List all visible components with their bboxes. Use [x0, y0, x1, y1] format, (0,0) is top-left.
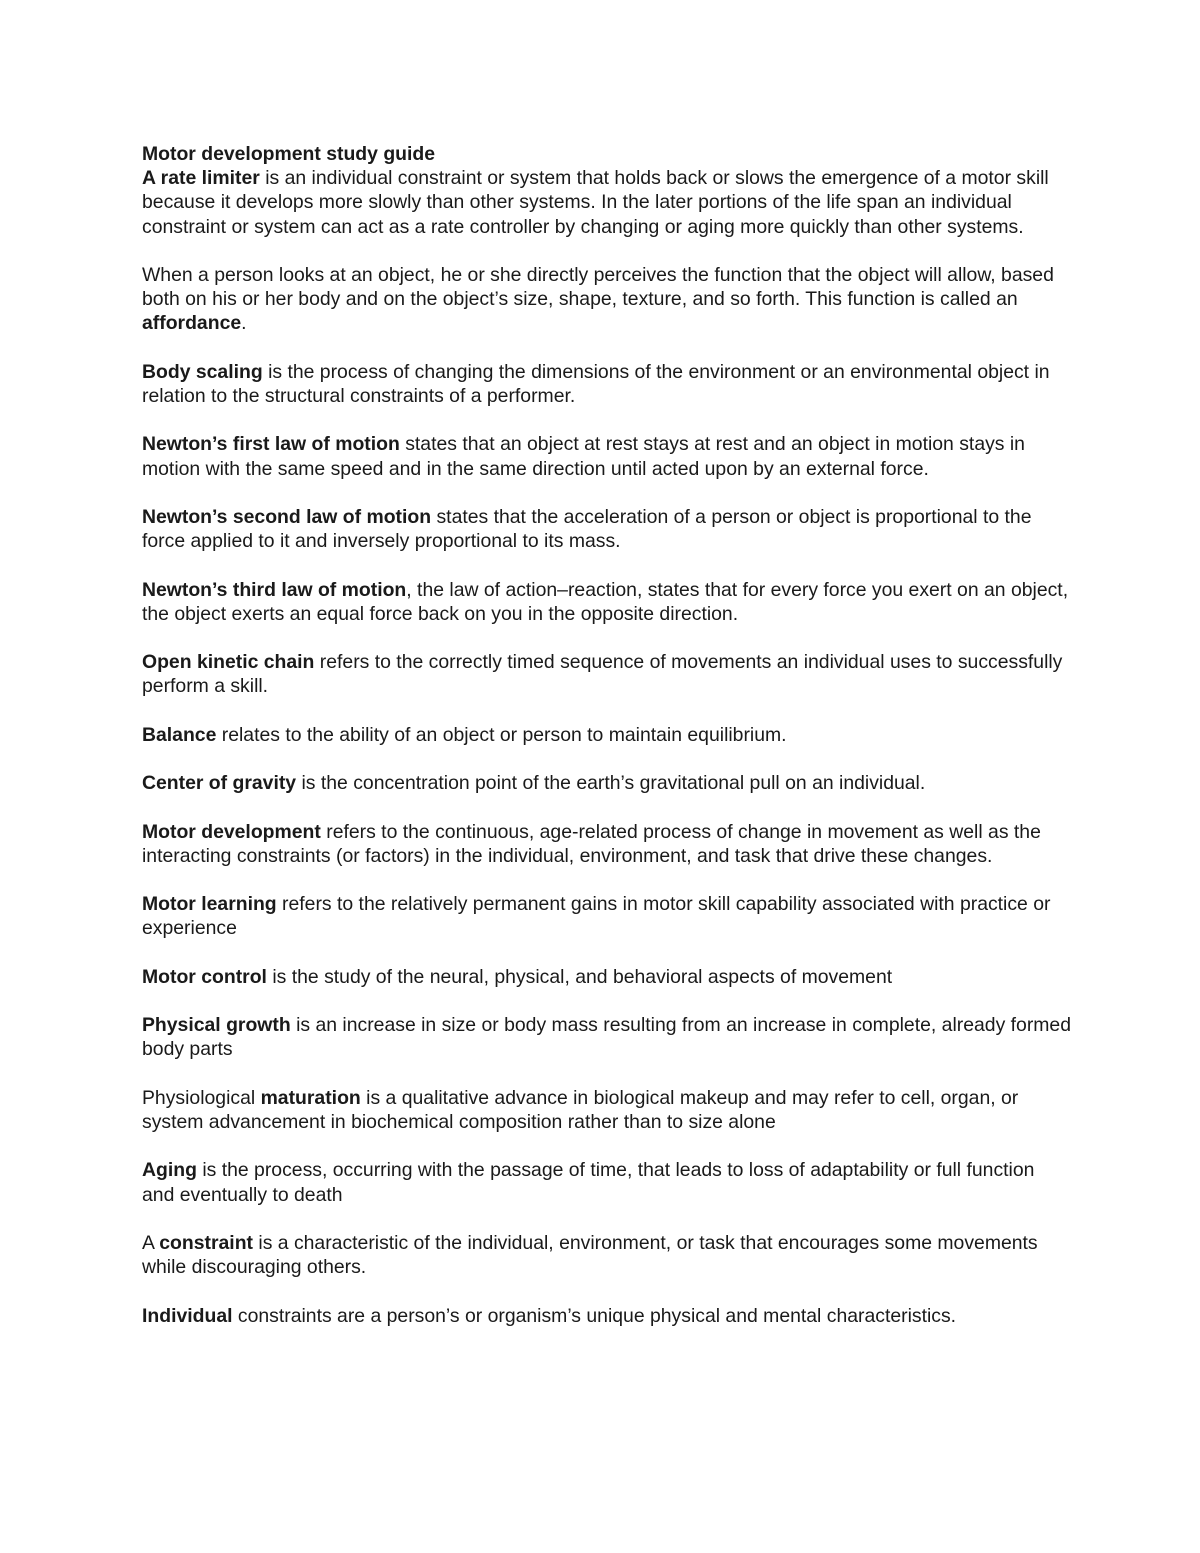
definition-motor-learning	[142, 892, 1072, 940]
definition-motor-development	[142, 820, 1072, 868]
definition-term: Body scaling	[142, 360, 263, 383]
definition-text: is the study of the neural, physical, and behavioral aspects of movement	[266, 965, 893, 988]
definition-term: Motor control	[142, 965, 267, 988]
definition-constraint	[142, 1231, 1072, 1279]
definition-term: Physical growth	[142, 1014, 291, 1037]
definition-term: Motor development	[142, 820, 321, 843]
definition-center-of-gravity	[142, 771, 1072, 795]
definition-pre: A	[142, 1231, 160, 1254]
definition-motor-control	[142, 965, 1072, 989]
definition-text: is a qualitative advance in biological makeup and may refer to cell, organ, or system advancement in biochemical composition rather than to size alone	[142, 1086, 1019, 1133]
document-page	[142, 142, 1072, 1352]
definition-text: , the law of action–reaction, states that for every force you exert on an object, the object exerts an equal force back on you in the opposite direction.	[142, 578, 1069, 625]
document-title: Motor development study guide	[142, 143, 436, 165]
definition-balance	[142, 723, 1072, 747]
definition-affordance	[142, 263, 1072, 336]
definition-pre: Physiological	[142, 1086, 261, 1109]
definition-body-scaling	[142, 360, 1072, 408]
definition-text: refers to the relatively permanent gains in motor skill capability associated with practice or experience	[142, 893, 1051, 940]
definition-text: is the process, occurring with the passage of time, that leads to loss of adaptability or full function and eventually to death	[142, 1159, 1035, 1206]
definition-newton-third-law	[142, 578, 1072, 626]
definition-term: maturation	[260, 1086, 361, 1109]
definition-text: refers to the continuous, age-related process of change in movement as well as the interacting constraints (or factors) in the individual, environment, and task that drive these changes.	[142, 820, 1041, 867]
definition-term: Newton’s second law of motion	[142, 505, 432, 528]
definition-text: .	[241, 312, 247, 335]
definition-aging	[142, 1158, 1072, 1206]
definition-rate-limiter	[142, 166, 1072, 239]
definition-term: Newton’s third law of motion	[142, 578, 407, 601]
definition-text: states that an object at rest stays at rest and an object in motion stays in motion with the same speed and in the same direction until acted upon by an external force.	[142, 433, 1025, 480]
definition-text: is an individual constraint or system that holds back or slows the emergence of a motor skill because it develops more slowly than other systems. In the later portions of the life span an individual constraint or system can act as a rate controller by changing or aging more quickly than other systems.	[142, 167, 1049, 238]
definition-text: is the concentration point of the earth’s gravitational pull on an individual.	[296, 772, 926, 795]
definition-text: refers to the correctly timed sequence of movements an individual uses to successfully perform a skill.	[142, 651, 1063, 698]
definition-physical-growth	[142, 1013, 1072, 1061]
definition-text: constraints are a person’s or organism’s unique physical and mental characteristics.	[232, 1304, 957, 1327]
definition-term: Aging	[142, 1159, 197, 1182]
definition-text: states that the acceleration of a person or object is proportional to the force applied to it and inversely proportional to its mass.	[142, 505, 1032, 553]
definition-text: relates to the ability of an object or person to maintain equilibrium.	[216, 723, 787, 746]
definition-individual-constraints	[142, 1304, 1072, 1328]
definition-text: is an increase in size or body mass resulting from an increase in complete, already formed body parts	[142, 1014, 1071, 1061]
definition-newton-first-law	[142, 432, 1072, 480]
definition-term: Motor learning	[142, 893, 277, 916]
definition-term: Balance	[142, 723, 217, 746]
definition-term: constraint	[159, 1231, 253, 1254]
definition-term: A rate limiter	[142, 167, 260, 190]
definition-term: Newton’s first law of motion	[142, 433, 400, 456]
definition-pre: When a person looks at an object, he or she directly perceives the function that the object will allow, based both on his or her body and on the object’s size, shape, texture, and so forth. This function is called an	[142, 264, 1054, 311]
definition-term: affordance	[142, 312, 242, 335]
definition-term: Individual	[142, 1304, 233, 1327]
definition-term: Open kinetic chain	[142, 651, 315, 674]
definition-newton-second-law	[142, 505, 1072, 553]
definition-text: is the process of changing the dimensions of the environment or an environmental object in relation to the structural constraints of a performer.	[142, 360, 1050, 407]
definition-maturation	[142, 1086, 1072, 1134]
definition-term: Center of gravity	[142, 772, 297, 795]
definition-text: is a characteristic of the individual, environment, or task that encourages some movements while discouraging others.	[142, 1231, 1038, 1279]
definition-open-kinetic-chain	[142, 650, 1072, 698]
